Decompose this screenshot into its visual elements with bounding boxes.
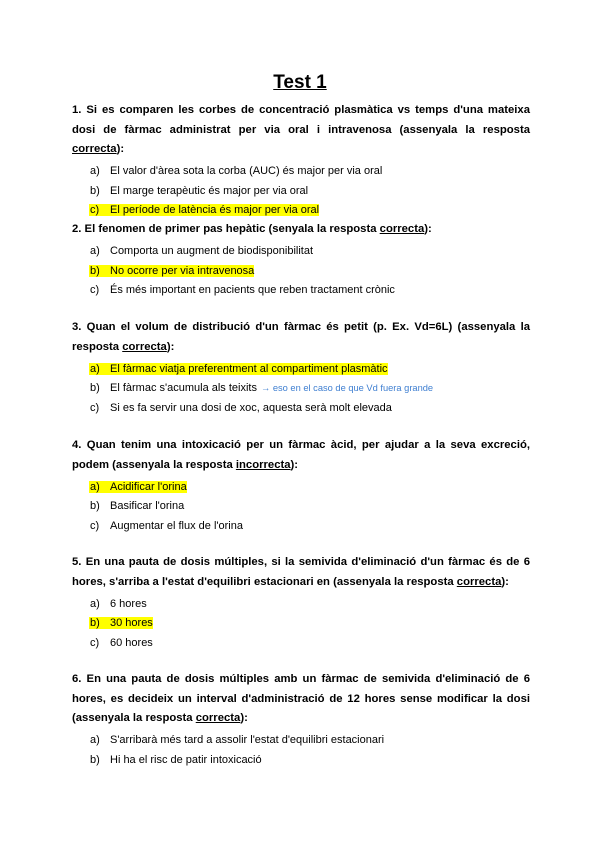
- question-2: [72, 220, 530, 300]
- question-text: 1. Si es comparen les corbes de concentració plasmàtica vs temps d'una mateixa dosi de fàrmac administrat per via oral i intravenosa (assenyala la resposta correcta):: [72, 104, 530, 155]
- option-c: c) És més important en pacients que reben tractament crònic: [90, 284, 395, 297]
- option-c: c) Augmentar el flux de l'orina: [90, 519, 243, 532]
- option-a: a) 6 hores: [90, 597, 147, 610]
- handwritten-note: → eso en el caso de que Vd fuera grande: [260, 383, 434, 394]
- question-6: [72, 670, 530, 770]
- page-title: Test 1: [273, 72, 327, 93]
- option-b-highlighted: b) 30 hores: [90, 617, 153, 630]
- option-b: b) Basificar l'orina: [90, 500, 185, 513]
- option-a: a) S'arribarà més tard a assolir l'estat d'equilibri estacionari: [90, 734, 385, 747]
- option-b-highlighted: b) No ocorre per via intravenosa: [90, 264, 255, 277]
- question-1: [72, 101, 530, 220]
- question-3: [72, 318, 530, 418]
- question-text: 4. Quan tenim una intoxicació per un fàrmac àcid, per ajudar a la seva excreció, podem (assenyala la resposta incorrecta):: [72, 439, 530, 471]
- question-text: 2. El fenomen de primer pas hepàtic (senyala la resposta correcta):: [72, 223, 432, 235]
- option-c-highlighted: c) El període de latència és major per via oral: [90, 204, 320, 217]
- option-a: a) Comporta un augment de biodisponibilitat: [90, 245, 314, 258]
- option-c: c) 60 hores: [90, 636, 153, 649]
- option-b: b) El marge terapèutic és major per via oral: [90, 184, 309, 197]
- question-4: [72, 436, 530, 536]
- option-a: a) El valor d'àrea sota la corba (AUC) és major per via oral: [90, 165, 383, 178]
- option-b: b) El fàrmac s'acumula als teixits → eso en el caso de que Vd fuera grande: [90, 382, 434, 395]
- question-5: [72, 553, 530, 653]
- question-text: 3. Quan el volum de distribució d'un fàrmac és petit (p. Ex. Vd=6L) (assenyala la resposta correcta):: [72, 321, 530, 353]
- question-text: 6. En una pauta de dosis múltiples amb un fàrmac de semivida d'eliminació de 6 hores, es decideix un interval d'administració de 12 hores sense modificar la dosi (assenyala la resposta correcta):: [72, 673, 530, 724]
- option-a-highlighted: a) Acidificar l'orina: [90, 480, 187, 493]
- option-c: c) Si es fa servir una dosi de xoc, aquesta serà molt elevada: [90, 401, 392, 414]
- option-b: b) Hi ha el risc de patir intoxicació: [90, 753, 262, 766]
- question-text: 5. En una pauta de dosis múltiples, si la semivida d'eliminació d'un fàrmac és de 6 hores, s'arriba a l'estat d'equilibri estacionari en (assenyala la resposta correcta):: [72, 556, 530, 588]
- option-a-highlighted: a) El fàrmac viatja preferentment al compartiment plasmàtic: [90, 362, 388, 375]
